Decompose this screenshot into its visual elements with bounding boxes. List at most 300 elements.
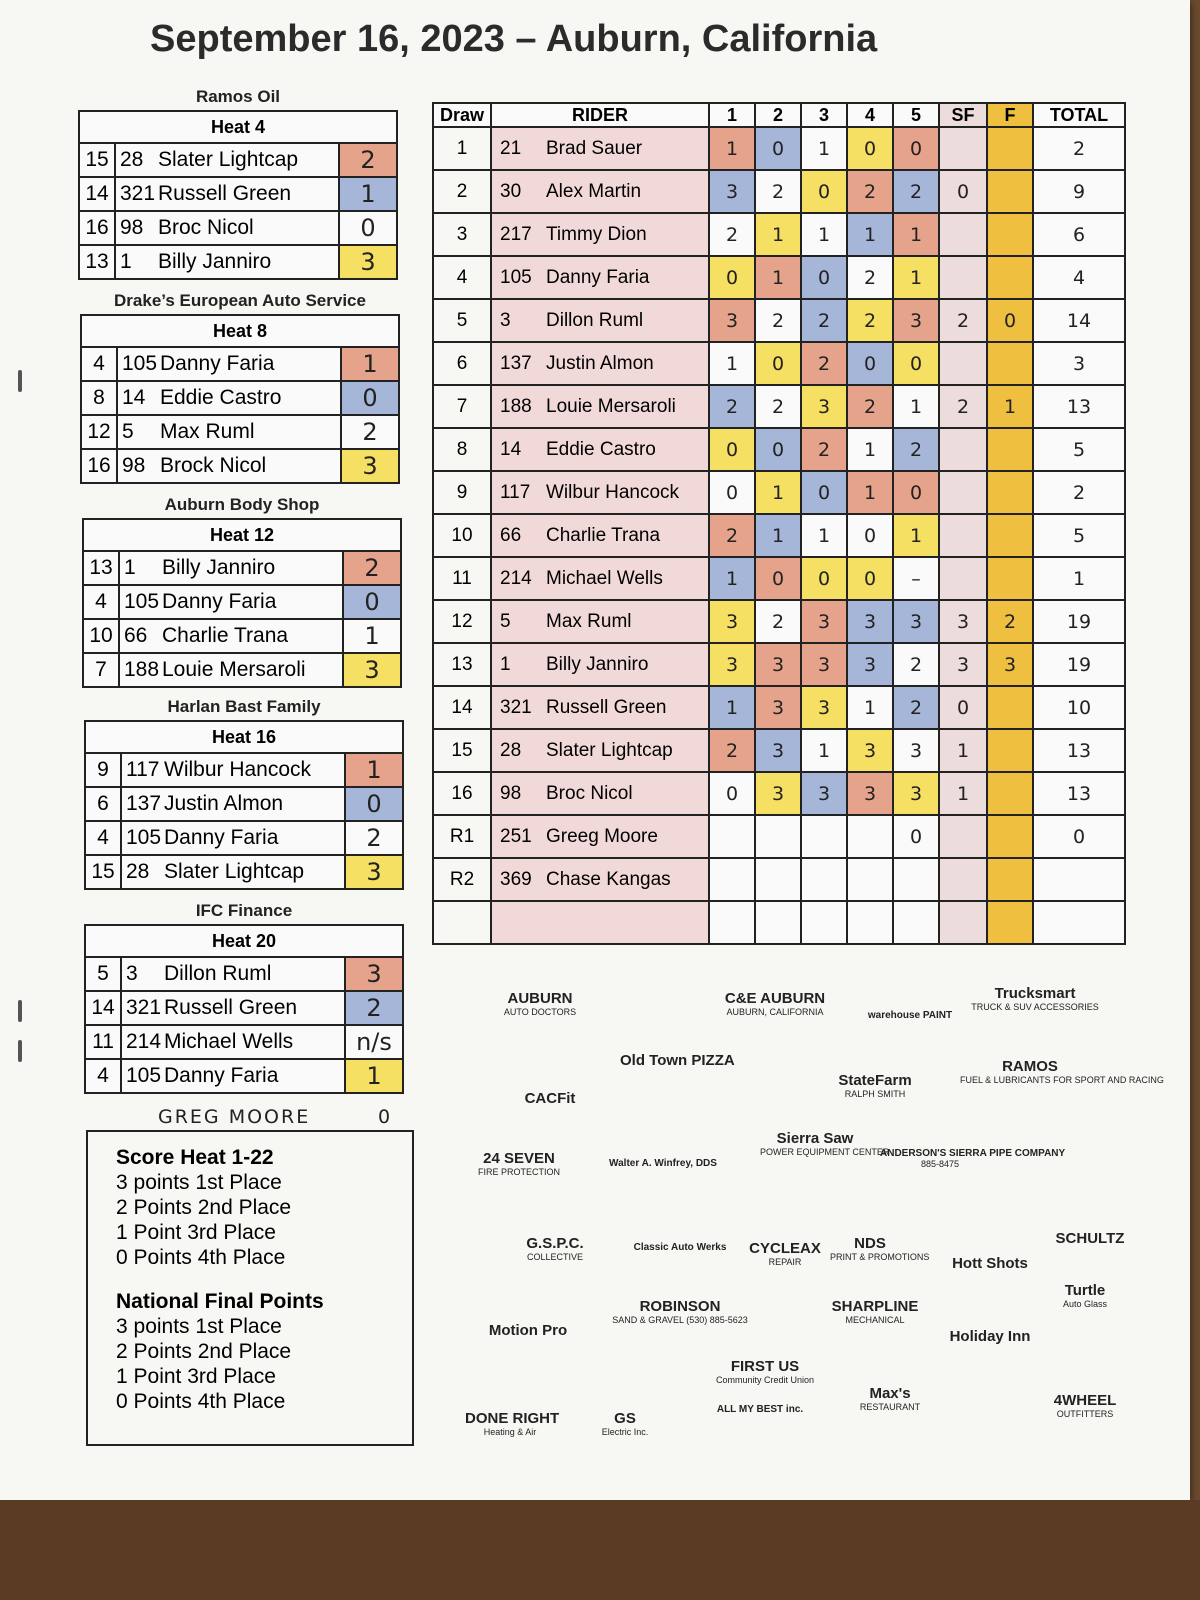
heat-score-cell bbox=[755, 901, 801, 944]
rider-cell bbox=[491, 299, 709, 342]
heat-gate: 7 bbox=[84, 654, 120, 686]
semi-final-cell: 3 bbox=[939, 600, 987, 643]
sponsor-logo-name: warehouse PAINT bbox=[867, 1010, 953, 1021]
rider-name: Dillon Ruml bbox=[546, 309, 644, 331]
heat-score-cell: 0 bbox=[755, 342, 801, 385]
heat-box bbox=[78, 110, 398, 280]
final-points-line: 3 points 1st Place bbox=[116, 1315, 282, 1338]
column-header: 3 bbox=[801, 103, 847, 127]
heat-rider-number: 105 bbox=[126, 826, 162, 849]
final-cell bbox=[987, 729, 1033, 772]
heat-sponsor: Auburn Body Shop bbox=[164, 495, 320, 514]
sponsor-logo-name: Walter A. Winfrey, DDS bbox=[609, 1158, 717, 1169]
rider-cell bbox=[491, 428, 709, 471]
table-row bbox=[433, 514, 1125, 557]
sponsor-logo-name: SHARPLINE bbox=[831, 1298, 919, 1315]
heat-score-cell: 2 bbox=[709, 213, 755, 256]
sponsor-logo bbox=[478, 1322, 578, 1339]
heat-score-cell: 2 bbox=[893, 428, 939, 471]
sponsor-logo-sub: RESTAURANT bbox=[859, 1402, 921, 1412]
scoring-table bbox=[432, 102, 1126, 945]
heat-rider-number: 105 bbox=[122, 352, 158, 375]
table-row bbox=[433, 901, 1125, 944]
heat-score-cell: 0 bbox=[847, 127, 893, 170]
heat-rider-number: 14 bbox=[122, 386, 146, 409]
table-row bbox=[433, 686, 1125, 729]
column-header: 1 bbox=[709, 103, 755, 127]
heat-row bbox=[86, 1026, 402, 1060]
heat-rider-name: Wilbur Hancock bbox=[164, 758, 312, 781]
rider-number: 1 bbox=[500, 653, 511, 675]
heat-score-cell: 0 bbox=[893, 342, 939, 385]
heat-name: Heat 4 bbox=[80, 112, 396, 144]
semi-final-cell bbox=[939, 256, 987, 299]
sponsor-logo bbox=[520, 1235, 590, 1262]
heat-gate: 14 bbox=[86, 992, 122, 1024]
heat-score-cell bbox=[801, 815, 847, 858]
sponsor-logo-sub: REPAIR bbox=[768, 1257, 802, 1267]
sponsor-logo-name: Motion Pro bbox=[488, 1322, 568, 1339]
final-cell bbox=[987, 557, 1033, 600]
heat-result: 1 bbox=[340, 348, 398, 380]
rider-name: Alex Martin bbox=[546, 180, 642, 202]
heat-gate: 16 bbox=[82, 450, 118, 482]
table-row bbox=[433, 858, 1125, 901]
binding-hole bbox=[18, 1000, 22, 1022]
heat-row bbox=[80, 144, 396, 178]
heat-rider-number: 28 bbox=[126, 860, 150, 883]
semi-final-cell bbox=[939, 815, 987, 858]
rider-cell bbox=[491, 643, 709, 686]
table-row bbox=[433, 428, 1125, 471]
heat-score-cell: 1 bbox=[847, 428, 893, 471]
sponsor-logo-sub: Community Credit Union bbox=[715, 1375, 815, 1385]
heat-rider-number: 321 bbox=[120, 182, 156, 205]
rider-number: 117 bbox=[500, 481, 531, 503]
heat-score-cell: 2 bbox=[801, 428, 847, 471]
sponsor-logo bbox=[710, 1404, 810, 1415]
heat-gate: 4 bbox=[86, 822, 122, 854]
heat-score-cell bbox=[893, 858, 939, 901]
heat-score-cell bbox=[801, 858, 847, 901]
heat-rider-name: Danny Faria bbox=[164, 1064, 279, 1087]
sponsor-logo bbox=[815, 1072, 935, 1099]
sponsor-logo bbox=[880, 1148, 1066, 1169]
heat-name: Heat 12 bbox=[84, 520, 400, 552]
heat-score-cell: 3 bbox=[893, 772, 939, 815]
final-cell bbox=[987, 256, 1033, 299]
heat-gate: 6 bbox=[86, 788, 122, 820]
semi-final-cell: 1 bbox=[939, 772, 987, 815]
heat-row bbox=[86, 856, 402, 888]
heat-score-cell: 1 bbox=[893, 385, 939, 428]
heat-score-cell bbox=[709, 815, 755, 858]
heat-rider-number: 105 bbox=[124, 590, 160, 613]
heat-score-cell: 3 bbox=[801, 772, 847, 815]
sponsor-logo bbox=[595, 1298, 765, 1325]
total-cell: 1 bbox=[1033, 557, 1125, 600]
heat-rider-number: 66 bbox=[124, 624, 148, 647]
heat-score-cell: 1 bbox=[893, 256, 939, 299]
heat-score-cell: 1 bbox=[801, 127, 847, 170]
rider-cell bbox=[491, 557, 709, 600]
heat-rider-name: Russell Green bbox=[164, 996, 298, 1019]
semi-final-cell: 0 bbox=[939, 686, 987, 729]
heat-result: 3 bbox=[344, 856, 402, 888]
final-cell bbox=[987, 686, 1033, 729]
heat-score-cell: 3 bbox=[847, 643, 893, 686]
draw-cell: 6 bbox=[433, 342, 491, 385]
heat-row bbox=[84, 586, 400, 620]
final-cell: 1 bbox=[987, 385, 1033, 428]
sponsor-logo-name: FIRST US bbox=[730, 1358, 800, 1375]
sponsor-logo bbox=[474, 1150, 564, 1177]
table-row bbox=[433, 170, 1125, 213]
sponsor-logo-name: Max's bbox=[869, 1385, 911, 1402]
rider-cell bbox=[491, 901, 709, 944]
final-cell bbox=[987, 815, 1033, 858]
draw-cell: 1 bbox=[433, 127, 491, 170]
heat-result: 2 bbox=[338, 144, 396, 176]
rider-number: 66 bbox=[500, 524, 522, 546]
heat-name: Heat 20 bbox=[86, 926, 402, 958]
sponsor-logo bbox=[620, 1052, 735, 1069]
total-cell: 6 bbox=[1033, 213, 1125, 256]
heat-score-cell: 0 bbox=[847, 342, 893, 385]
heat-row bbox=[84, 552, 400, 586]
rider-cell bbox=[491, 514, 709, 557]
rider-name: Danny Faria bbox=[546, 266, 650, 288]
heat-score-cell: 2 bbox=[709, 514, 755, 557]
heat-score-cell: 0 bbox=[893, 471, 939, 514]
table-row bbox=[433, 256, 1125, 299]
handwritten-note-result: 0 bbox=[378, 1106, 391, 1128]
page-title: September 16, 2023 – Auburn, California bbox=[150, 18, 878, 60]
final-cell bbox=[987, 471, 1033, 514]
rider-name: Greeg Moore bbox=[546, 825, 658, 847]
heat-row bbox=[86, 754, 402, 788]
draw-cell: 16 bbox=[433, 772, 491, 815]
final-points-line: 2 Points 2nd Place bbox=[116, 1340, 292, 1363]
rider-number: 321 bbox=[500, 696, 532, 718]
heat-rider-name: Danny Faria bbox=[162, 590, 277, 613]
heat-result: 3 bbox=[342, 654, 400, 686]
heat-score-cell: 2 bbox=[709, 385, 755, 428]
sponsor-logo bbox=[830, 1235, 930, 1262]
heat-result: 0 bbox=[338, 212, 396, 244]
heat-result: 0 bbox=[340, 382, 398, 414]
final-points-heading: National Final Points bbox=[116, 1290, 324, 1313]
score-line: 3 points 1st Place bbox=[116, 1171, 282, 1194]
heat-score-cell bbox=[709, 901, 755, 944]
heat-score-cell: 2 bbox=[709, 729, 755, 772]
column-header: TOTAL bbox=[1033, 103, 1125, 127]
heat-score-cell: 1 bbox=[755, 213, 801, 256]
sponsor-logo bbox=[960, 1058, 1164, 1085]
heat-rider-name: Slater Lightcap bbox=[164, 860, 305, 883]
heat-score-cell: 0 bbox=[709, 772, 755, 815]
rider-cell bbox=[491, 213, 709, 256]
heat-rider-number: 98 bbox=[122, 454, 146, 477]
heat-score-cell: 3 bbox=[709, 600, 755, 643]
sponsor-logo-name: CACFit bbox=[524, 1090, 576, 1107]
heat-score-cell: 2 bbox=[801, 342, 847, 385]
column-header: 4 bbox=[847, 103, 893, 127]
heat-score-cell: 0 bbox=[847, 514, 893, 557]
sponsor-logo bbox=[710, 1358, 820, 1385]
rider-name: Russell Green bbox=[546, 696, 667, 718]
table-row bbox=[433, 127, 1125, 170]
draw-cell: R1 bbox=[433, 815, 491, 858]
rider-cell bbox=[491, 858, 709, 901]
heat-rider-name: Broc Nicol bbox=[158, 216, 254, 239]
heat-score-cell: 3 bbox=[847, 600, 893, 643]
rider-cell bbox=[491, 471, 709, 514]
draw-cell: 5 bbox=[433, 299, 491, 342]
heat-score-cell: 2 bbox=[801, 299, 847, 342]
total-cell bbox=[1033, 901, 1125, 944]
heat-score-cell: 3 bbox=[893, 299, 939, 342]
rider-number: 5 bbox=[500, 610, 511, 632]
draw-cell: 3 bbox=[433, 213, 491, 256]
heat-score-cell bbox=[847, 815, 893, 858]
draw-cell: 10 bbox=[433, 514, 491, 557]
score-box bbox=[86, 1130, 414, 1446]
total-cell bbox=[1033, 858, 1125, 901]
semi-final-cell bbox=[939, 127, 987, 170]
heat-gate: 15 bbox=[86, 856, 122, 888]
score-heading: Score Heat 1-22 bbox=[116, 1146, 274, 1169]
draw-cell: 9 bbox=[433, 471, 491, 514]
heat-gate: 14 bbox=[80, 178, 116, 210]
heat-gate: 12 bbox=[82, 416, 118, 448]
rider-cell bbox=[491, 342, 709, 385]
sponsor-logo-name: Old Town PIZZA bbox=[620, 1052, 735, 1069]
final-cell bbox=[987, 514, 1033, 557]
rider-cell bbox=[491, 729, 709, 772]
rider-name: Chase Kangas bbox=[546, 868, 671, 890]
heat-rider-name: Danny Faria bbox=[164, 826, 279, 849]
heat-gate: 16 bbox=[80, 212, 116, 244]
heat-group bbox=[78, 84, 398, 280]
rider-name: Eddie Castro bbox=[546, 438, 656, 460]
binding-hole bbox=[18, 1040, 22, 1062]
heat-score-cell: 3 bbox=[893, 729, 939, 772]
heat-score-cell: 2 bbox=[893, 170, 939, 213]
final-cell bbox=[987, 858, 1033, 901]
sponsor-logo-name: Classic Auto Werks bbox=[633, 1242, 727, 1253]
rider-cell bbox=[491, 815, 709, 858]
rider-name: Max Ruml bbox=[546, 610, 632, 632]
heat-score-cell: 1 bbox=[709, 686, 755, 729]
sponsor-logo-sub: AUTO DOCTORS bbox=[503, 1007, 577, 1017]
semi-final-cell: 3 bbox=[939, 643, 987, 686]
heat-score-cell: 1 bbox=[801, 514, 847, 557]
draw-cell: 7 bbox=[433, 385, 491, 428]
semi-final-cell: 1 bbox=[939, 729, 987, 772]
semi-final-cell bbox=[939, 471, 987, 514]
heat-score-cell: 0 bbox=[847, 557, 893, 600]
table-row bbox=[433, 600, 1125, 643]
heat-rider-name: Billy Janniro bbox=[162, 556, 276, 579]
binding-hole bbox=[18, 370, 22, 392]
heat-sponsor: Ramos Oil bbox=[195, 87, 281, 106]
rider-number: 98 bbox=[500, 782, 522, 804]
total-cell: 14 bbox=[1033, 299, 1125, 342]
rider-name: Billy Janniro bbox=[546, 653, 649, 675]
column-header: Draw bbox=[433, 103, 491, 127]
sponsor-logo-name: ROBINSON bbox=[639, 1298, 721, 1315]
final-cell: 3 bbox=[987, 643, 1033, 686]
heat-name: Heat 16 bbox=[86, 722, 402, 754]
semi-final-cell: 0 bbox=[939, 170, 987, 213]
heat-score-cell: 1 bbox=[755, 514, 801, 557]
heat-rider-name: Russell Green bbox=[158, 182, 292, 205]
heat-score-cell: 1 bbox=[709, 342, 755, 385]
sponsor-logo-name: 24 SEVEN bbox=[483, 1150, 555, 1167]
total-cell: 5 bbox=[1033, 514, 1125, 557]
sponsor-logo-sub: AUBURN, CALIFORNIA bbox=[726, 1007, 824, 1017]
rider-number: 217 bbox=[500, 223, 532, 245]
heat-score-cell: 0 bbox=[801, 471, 847, 514]
semi-final-cell bbox=[939, 213, 987, 256]
column-header: RIDER bbox=[491, 103, 709, 127]
heat-score-cell: 2 bbox=[755, 170, 801, 213]
final-cell: 2 bbox=[987, 600, 1033, 643]
semi-final-cell: 2 bbox=[939, 299, 987, 342]
heat-sponsor: IFC Finance bbox=[195, 901, 293, 920]
heat-rider-number: 105 bbox=[126, 1064, 162, 1087]
semi-final-cell bbox=[939, 557, 987, 600]
rider-number: 214 bbox=[500, 567, 532, 589]
draw-cell: R2 bbox=[433, 858, 491, 901]
heat-rider-number: 3 bbox=[126, 962, 138, 985]
rider-name: Broc Nicol bbox=[546, 782, 633, 804]
heat-row bbox=[82, 416, 398, 450]
heat-result: 2 bbox=[340, 416, 398, 448]
heat-score-cell: 1 bbox=[847, 213, 893, 256]
sponsor-logo-name: GS bbox=[614, 1410, 636, 1427]
sponsor-logo-name: G.S.P.C. bbox=[526, 1235, 584, 1252]
heat-score-cell: 2 bbox=[847, 385, 893, 428]
heat-score-cell bbox=[709, 858, 755, 901]
final-cell bbox=[987, 170, 1033, 213]
heat-result: 1 bbox=[342, 620, 400, 652]
sponsor-logo bbox=[760, 1130, 890, 1157]
rider-cell bbox=[491, 686, 709, 729]
heat-score-cell: 0 bbox=[801, 256, 847, 299]
heat-rider-name: Charlie Trana bbox=[162, 624, 289, 647]
heat-box bbox=[82, 518, 402, 688]
heat-result: 3 bbox=[340, 450, 398, 482]
table-header-row bbox=[433, 103, 1125, 127]
draw-cell: 12 bbox=[433, 600, 491, 643]
heat-group bbox=[84, 694, 404, 890]
heat-score-cell: 0 bbox=[755, 428, 801, 471]
heat-score-cell bbox=[801, 901, 847, 944]
rider-number: 30 bbox=[500, 180, 522, 202]
table-row bbox=[433, 342, 1125, 385]
heat-score-cell: 3 bbox=[755, 686, 801, 729]
rider-cell bbox=[491, 600, 709, 643]
table-row bbox=[433, 729, 1125, 772]
final-cell: 0 bbox=[987, 299, 1033, 342]
heat-row bbox=[86, 822, 402, 856]
heat-gate: 15 bbox=[80, 144, 116, 176]
table-surface bbox=[0, 1500, 1200, 1600]
heat-row bbox=[82, 348, 398, 382]
sponsor-logo-name: StateFarm bbox=[838, 1072, 912, 1089]
total-cell: 5 bbox=[1033, 428, 1125, 471]
semi-final-cell: 2 bbox=[939, 385, 987, 428]
total-cell: 13 bbox=[1033, 772, 1125, 815]
heat-row bbox=[80, 212, 396, 246]
draw-cell: 11 bbox=[433, 557, 491, 600]
rider-name: Timmy Dion bbox=[546, 223, 647, 245]
heat-rider-number: 28 bbox=[120, 148, 144, 171]
draw-cell: 14 bbox=[433, 686, 491, 729]
heat-score-cell: 3 bbox=[847, 729, 893, 772]
sponsor-logo-name: Holiday Inn bbox=[949, 1328, 1031, 1345]
sponsor-logo-name: SCHULTZ bbox=[1055, 1230, 1125, 1247]
heat-score-cell: 2 bbox=[893, 643, 939, 686]
sponsor-logo bbox=[598, 1158, 728, 1169]
sponsor-logo bbox=[585, 1410, 665, 1437]
total-cell: 9 bbox=[1033, 170, 1125, 213]
draw-cell: 4 bbox=[433, 256, 491, 299]
sponsor-logo-name: ALL MY BEST inc. bbox=[716, 1404, 804, 1415]
heat-result: 2 bbox=[344, 822, 402, 854]
heat-rider-name: Justin Almon bbox=[164, 792, 284, 815]
sponsor-logo-sub: Heating & Air bbox=[483, 1427, 537, 1437]
semi-final-cell bbox=[939, 901, 987, 944]
heat-score-cell: 1 bbox=[801, 213, 847, 256]
heat-score-cell: 2 bbox=[847, 256, 893, 299]
semi-final-cell bbox=[939, 858, 987, 901]
heat-result: 2 bbox=[344, 992, 402, 1024]
heat-score-cell bbox=[847, 901, 893, 944]
heat-score-cell: 0 bbox=[709, 428, 755, 471]
heat-score-cell bbox=[755, 815, 801, 858]
rider-number: 14 bbox=[500, 438, 522, 460]
sponsor-logo bbox=[945, 1328, 1035, 1345]
sponsor-logo bbox=[960, 985, 1110, 1012]
sponsor-logo bbox=[830, 1298, 920, 1325]
sponsor-logo-name: 4WHEEL bbox=[1053, 1392, 1117, 1409]
rider-cell bbox=[491, 127, 709, 170]
heat-box bbox=[84, 720, 404, 890]
total-cell: 10 bbox=[1033, 686, 1125, 729]
heat-gate: 13 bbox=[80, 246, 116, 278]
heat-box bbox=[84, 924, 404, 1094]
table-row bbox=[433, 557, 1125, 600]
heat-score-cell: 3 bbox=[801, 686, 847, 729]
sponsor-logo-sub: FIRE PROTECTION bbox=[477, 1167, 560, 1177]
heat-row bbox=[86, 788, 402, 822]
sponsor-logo-sub: SAND & GRAVEL (530) 885-5623 bbox=[612, 1315, 748, 1325]
heat-score-cell: 3 bbox=[709, 643, 755, 686]
heat-score-cell: 2 bbox=[755, 299, 801, 342]
sponsor-logo-name: ANDERSON'S SIERRA PIPE COMPANY bbox=[880, 1148, 1066, 1159]
score-line: 2 Points 2nd Place bbox=[116, 1196, 292, 1219]
heat-score-cell: 1 bbox=[801, 729, 847, 772]
heat-score-cell: 1 bbox=[755, 471, 801, 514]
heat-score-cell: 3 bbox=[847, 772, 893, 815]
heat-sponsor: Harlan Bast Family bbox=[167, 697, 321, 716]
heat-score-cell: 3 bbox=[801, 643, 847, 686]
rider-cell bbox=[491, 170, 709, 213]
score-line: 1 Point 3rd Place bbox=[116, 1221, 276, 1244]
